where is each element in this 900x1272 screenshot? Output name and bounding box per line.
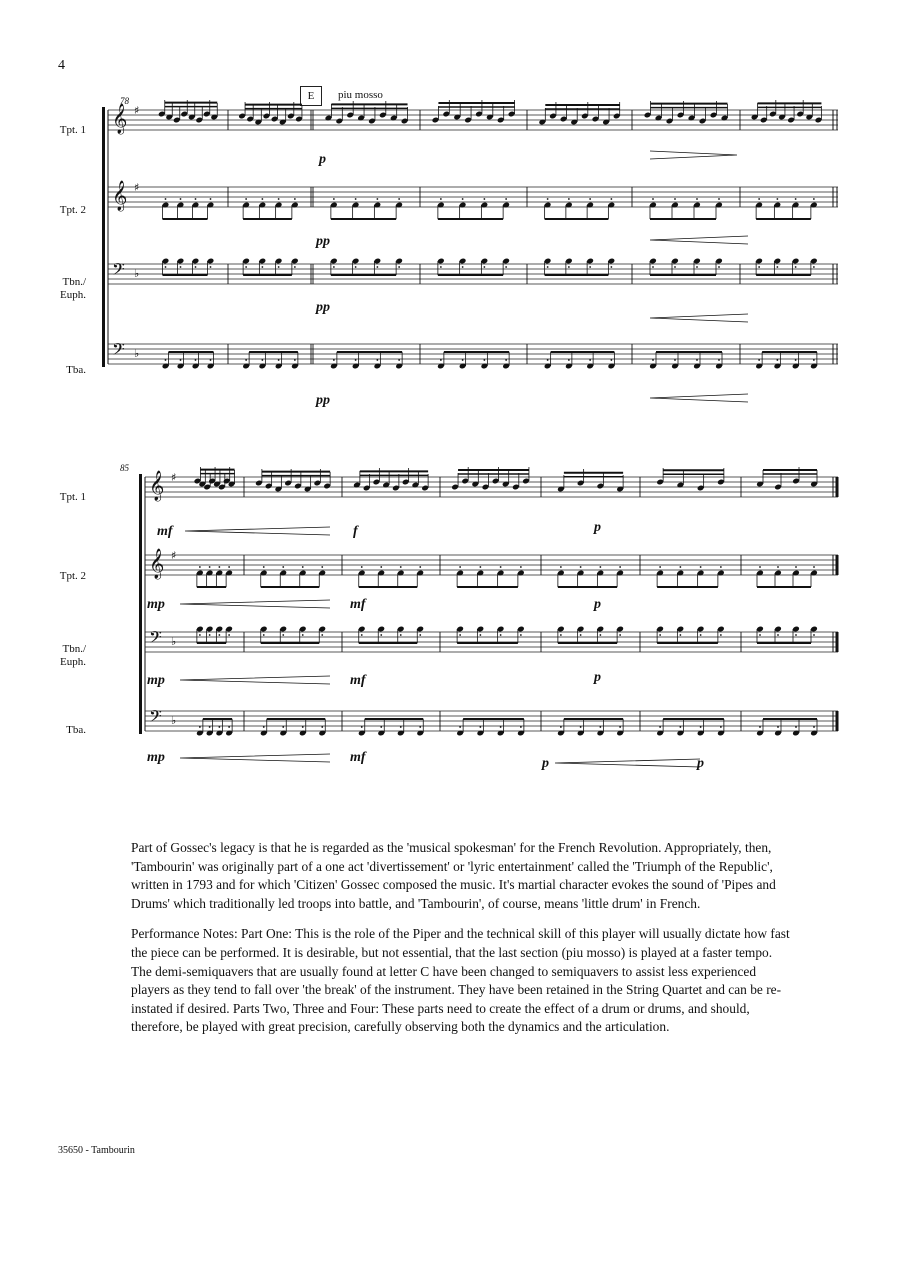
footer-text: 35650 - Tambourin: [58, 1145, 135, 1156]
dynamic-marking: p: [594, 670, 601, 685]
staccato-dot: [263, 566, 265, 568]
dynamic-marking: mp: [147, 673, 165, 688]
staccato-dot: [209, 566, 211, 568]
staccato-dot: [599, 726, 601, 728]
instrument-label-tba: Tba.: [66, 724, 86, 736]
staccato-dot: [263, 726, 265, 728]
staccato-dot: [294, 198, 296, 200]
staccato-dot: [218, 726, 220, 728]
staccato-dot: [333, 266, 335, 268]
staccato-dot: [813, 266, 815, 268]
instrument-label-tpt1: Tpt. 1: [59, 124, 86, 136]
staccato-dot: [547, 198, 549, 200]
staccato-dot: [505, 266, 507, 268]
staccato-dot: [759, 726, 761, 728]
staccato-dot: [500, 634, 502, 636]
staccato-dot: [776, 266, 778, 268]
crescendo-hairpin: [650, 394, 748, 402]
staccato-dot: [398, 198, 400, 200]
staccato-dot: [568, 266, 570, 268]
treble-clef: 𝄞: [112, 104, 128, 134]
page-number: 4: [58, 58, 65, 73]
staccato-dot: [758, 359, 760, 361]
staccato-dot: [659, 566, 661, 568]
dynamic-marking: mf: [157, 524, 173, 539]
staccato-dot: [195, 198, 197, 200]
staccato-dot: [568, 198, 570, 200]
staccato-dot: [459, 634, 461, 636]
staccato-dot: [361, 566, 363, 568]
staccato-dot: [261, 198, 263, 200]
staccato-dot: [462, 198, 464, 200]
staff-lines: [102, 103, 838, 734]
staccato-dot: [720, 726, 722, 728]
dynamic-marking: mf: [350, 750, 366, 765]
staccato-dot: [199, 566, 201, 568]
system-bracket: [139, 474, 142, 734]
rehearsal-mark: E: [300, 86, 322, 106]
staccato-dot: [199, 634, 201, 636]
dynamic-marking: p: [697, 756, 704, 771]
staccato-dot: [400, 726, 402, 728]
staccato-dot: [245, 198, 247, 200]
sharp-key-signature: ♯: [171, 549, 177, 562]
staccato-dot: [462, 359, 464, 361]
staccato-dot: [813, 634, 815, 636]
staccato-dot: [652, 266, 654, 268]
staccato-dot: [228, 726, 230, 728]
staccato-dot: [547, 359, 549, 361]
treble-clef: 𝄞: [149, 471, 165, 501]
staccato-dot: [302, 566, 304, 568]
staccato-dot: [440, 198, 442, 200]
notes-paragraph: Part of Gossec's legacy is that he is regarded as the 'musical spokesman' for the French Revolution. Appropriately, then, 'Tambourin' was originally part of a one act 'divertissement' or 'lyric entertainment' called the 'Triumph of the Republic', written in 1793 and for which 'Citizen' Gossec composed the music. It's martial character evokes the sound of 'Pipes and Drums' which traditionally led troops into battle, and 'Tambourin', of course, means 'little drum' in French.: [131, 840, 776, 911]
staccato-dot: [361, 634, 363, 636]
staccato-dot: [361, 726, 363, 728]
staccato-dot: [180, 198, 182, 200]
staccato-dot: [483, 359, 485, 361]
staccato-dot: [261, 359, 263, 361]
staccato-dot: [718, 359, 720, 361]
staccato-dot: [610, 266, 612, 268]
staccato-dot: [380, 634, 382, 636]
staccato-dot: [355, 198, 357, 200]
crescendo-hairpin: [185, 527, 330, 535]
instrument-label-tpt2: Tpt. 2: [59, 204, 86, 216]
measure-number: 78: [120, 96, 129, 106]
staccato-dot: [302, 634, 304, 636]
dynamic-marking: p: [594, 597, 601, 612]
staccato-dot: [520, 634, 522, 636]
staccato-dot: [278, 266, 280, 268]
staccato-dot: [560, 634, 562, 636]
staccato-dot: [165, 266, 167, 268]
staccato-dot: [560, 726, 562, 728]
staccato-dot: [278, 198, 280, 200]
system-bracket: [102, 107, 105, 367]
staccato-dot: [321, 634, 323, 636]
decrescendo-hairpin: [650, 151, 737, 159]
staccato-dot: [759, 634, 761, 636]
staccato-dot: [380, 566, 382, 568]
staccato-dot: [700, 566, 702, 568]
staccato-dot: [589, 266, 591, 268]
staccato-dot: [500, 566, 502, 568]
staccato-dot: [795, 198, 797, 200]
staccato-dot: [400, 566, 402, 568]
staccato-dot: [376, 359, 378, 361]
staccato-dot: [282, 566, 284, 568]
staccato-dot: [209, 634, 211, 636]
instrument-label-tbn: Tbn./ Euph.: [60, 643, 86, 668]
staccato-dot: [813, 566, 815, 568]
staccato-dot: [659, 634, 661, 636]
staccato-dot: [210, 266, 212, 268]
staccato-dot: [758, 198, 760, 200]
staccato-dot: [180, 359, 182, 361]
staccato-dot: [302, 726, 304, 728]
staccato-dot: [520, 726, 522, 728]
staccato-dot: [505, 359, 507, 361]
staccato-dot: [619, 726, 621, 728]
staccato-dot: [218, 566, 220, 568]
staccato-dot: [261, 266, 263, 268]
staccato-dot: [505, 198, 507, 200]
staccato-dot: [619, 566, 621, 568]
staccato-dot: [700, 726, 702, 728]
program-notes: [131, 839, 791, 1049]
sharp-key-signature: ♯: [171, 471, 177, 484]
staccato-dot: [599, 634, 601, 636]
staccato-dot: [795, 359, 797, 361]
treble-clef: 𝄞: [112, 181, 128, 211]
staccato-dot: [700, 634, 702, 636]
staccato-dot: [599, 566, 601, 568]
staccato-dot: [321, 566, 323, 568]
staccato-dot: [777, 726, 779, 728]
staccato-dot: [483, 198, 485, 200]
staccato-dot: [619, 634, 621, 636]
staccato-dot: [165, 359, 167, 361]
instrument-label-tpt2: Tpt. 2: [59, 570, 86, 582]
bass-clef: 𝄢: [149, 706, 162, 730]
staccato-dot: [195, 266, 197, 268]
flat-key-signature: ♭: [171, 635, 177, 648]
staccato-dot: [674, 359, 676, 361]
instrument-label-tbn: Tbn./ Euph.: [60, 276, 86, 301]
staccato-dot: [376, 266, 378, 268]
staccato-dot: [333, 359, 335, 361]
staccato-dot: [776, 359, 778, 361]
sharp-key-signature: ♯: [134, 104, 140, 117]
staccato-dot: [419, 726, 421, 728]
crescendo-hairpin: [180, 600, 330, 608]
staccato-dot: [718, 198, 720, 200]
staccato-dot: [589, 198, 591, 200]
staccato-dot: [777, 634, 779, 636]
dynamic-marking: pp: [316, 234, 330, 249]
staccato-dot: [165, 198, 167, 200]
tempo-marking: piu mosso: [338, 89, 383, 101]
dynamic-marking: mf: [350, 597, 366, 612]
crescendo-hairpin: [180, 754, 330, 762]
staccato-dot: [696, 266, 698, 268]
staccato-dot: [398, 359, 400, 361]
dynamic-marking: f: [353, 524, 358, 539]
staccato-dot: [580, 566, 582, 568]
staccato-dot: [580, 634, 582, 636]
dynamic-marking: mp: [147, 750, 165, 765]
staccato-dot: [759, 566, 761, 568]
staccato-dot: [795, 566, 797, 568]
staccato-dot: [580, 726, 582, 728]
staccato-dot: [679, 566, 681, 568]
flat-key-signature: ♭: [134, 267, 140, 280]
staccato-dot: [813, 726, 815, 728]
staccato-dot: [195, 359, 197, 361]
staccato-dot: [795, 266, 797, 268]
sharp-key-signature: ♯: [134, 181, 140, 194]
staccato-dot: [610, 359, 612, 361]
notation: [158, 100, 822, 767]
staccato-dot: [440, 359, 442, 361]
instrument-label-tpt1: Tpt. 1: [59, 491, 86, 503]
staccato-dot: [720, 566, 722, 568]
staccato-dot: [355, 359, 357, 361]
staccato-dot: [210, 198, 212, 200]
staccato-dot: [209, 726, 211, 728]
staccato-dot: [696, 198, 698, 200]
dynamic-marking: p: [594, 520, 601, 535]
staccato-dot: [333, 198, 335, 200]
staccato-dot: [679, 634, 681, 636]
staccato-dot: [282, 726, 284, 728]
staccato-dot: [589, 359, 591, 361]
flat-key-signature: ♭: [171, 714, 177, 727]
crescendo-hairpin: [555, 759, 700, 767]
staccato-dot: [376, 198, 378, 200]
staccato-dot: [479, 726, 481, 728]
staccato-dot: [560, 566, 562, 568]
staccato-dot: [652, 359, 654, 361]
measure-number: 85: [120, 463, 129, 473]
staccato-dot: [520, 566, 522, 568]
staccato-dot: [245, 359, 247, 361]
bass-clef: 𝄢: [149, 627, 162, 651]
staccato-dot: [228, 634, 230, 636]
staccato-dot: [718, 266, 720, 268]
dynamic-marking: p: [542, 756, 549, 771]
staccato-dot: [777, 566, 779, 568]
staccato-dot: [294, 266, 296, 268]
crescendo-hairpin: [650, 236, 748, 244]
staccato-dot: [500, 726, 502, 728]
staccato-dot: [679, 726, 681, 728]
staccato-dot: [180, 266, 182, 268]
staccato-dot: [459, 566, 461, 568]
staccato-dot: [278, 359, 280, 361]
bass-clef: 𝄢: [112, 339, 125, 363]
notes-paragraph: Performance Notes: Part One: This is the role of the Piper and the technical skill of this player will usually dictate how fast the piece can be performed. It is desirable, but not essential, that the last section (piu mosso) is played at a faster tempo. The demi-semiquavers that are usually found at letter C have been changed to semiquavers to assist less experienced players as they tend to fall over 'the break' of the instrument. They have been retained in the String Quartet and can be re-instated if desired. Parts Two, Three and Four: These parts need to create the effect of a drum or drums, and should, therefore, be played with great precision, carefully observing both the dynamics and the articulation.: [131, 926, 790, 1035]
flat-key-signature: ♭: [134, 347, 140, 360]
staccato-dot: [398, 266, 400, 268]
dynamic-marking: mf: [350, 673, 366, 688]
dynamic-marking: mp: [147, 597, 165, 612]
staccato-dot: [795, 634, 797, 636]
staccato-dot: [321, 726, 323, 728]
staccato-dot: [568, 359, 570, 361]
staccato-dot: [674, 198, 676, 200]
staccato-dot: [776, 198, 778, 200]
staccato-dot: [263, 634, 265, 636]
staccato-dot: [659, 726, 661, 728]
staccato-dot: [674, 266, 676, 268]
instrument-label-tba: Tba.: [66, 364, 86, 376]
staccato-dot: [400, 634, 402, 636]
staccato-dot: [294, 359, 296, 361]
staccato-dot: [199, 726, 201, 728]
crescendo-hairpin: [180, 676, 330, 684]
staccato-dot: [547, 266, 549, 268]
staccato-dot: [355, 266, 357, 268]
staccato-dot: [610, 198, 612, 200]
staccato-dot: [419, 566, 421, 568]
staccato-dot: [228, 566, 230, 568]
staccato-dot: [720, 634, 722, 636]
crescendo-hairpin: [650, 314, 748, 322]
staccato-dot: [696, 359, 698, 361]
dynamic-marking: pp: [316, 393, 330, 408]
staccato-dot: [210, 359, 212, 361]
staccato-dot: [380, 726, 382, 728]
staccato-dot: [479, 566, 481, 568]
staccato-dot: [813, 359, 815, 361]
staccato-dot: [440, 266, 442, 268]
bass-clef: 𝄢: [112, 259, 125, 283]
staccato-dot: [479, 634, 481, 636]
staccato-dot: [245, 266, 247, 268]
dynamic-marking: p: [319, 152, 326, 167]
dynamic-marking: pp: [316, 300, 330, 315]
staccato-dot: [419, 634, 421, 636]
staccato-dot: [282, 634, 284, 636]
staccato-dot: [652, 198, 654, 200]
treble-clef: 𝄞: [149, 549, 165, 579]
staccato-dot: [813, 198, 815, 200]
staccato-dot: [483, 266, 485, 268]
staccato-dot: [459, 726, 461, 728]
staccato-dot: [462, 266, 464, 268]
staccato-dot: [758, 266, 760, 268]
staccato-dot: [795, 726, 797, 728]
staccato-dot: [218, 634, 220, 636]
